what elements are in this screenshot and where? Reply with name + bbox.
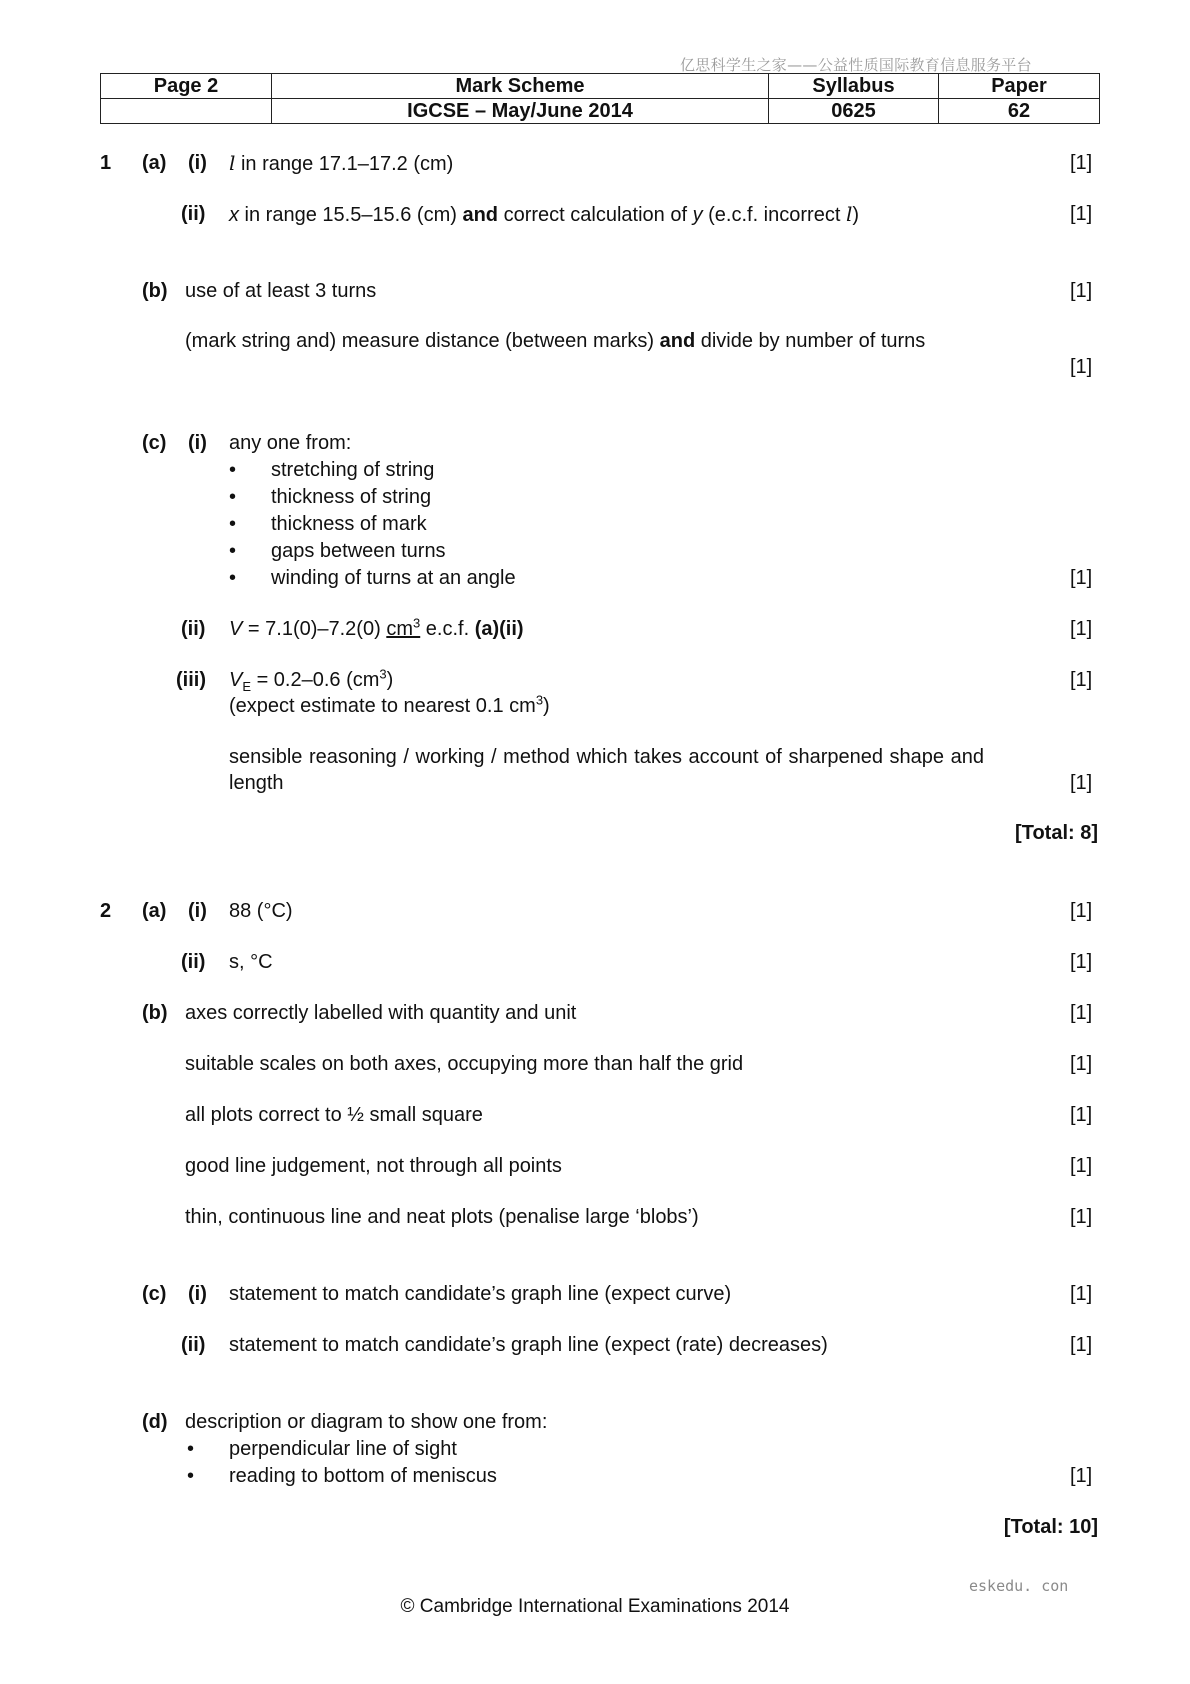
q1-c-iii-label: (iii) [176, 669, 206, 691]
q1-a-i-body: in range 17.1–17.2 (cm) [235, 153, 454, 175]
q1-number: 1 [100, 152, 112, 174]
q2-a-i-text: 88 (°C) [229, 900, 293, 922]
q1-c-ii-unit-text: cm [386, 618, 413, 640]
q2-b-label: (b) [142, 1002, 168, 1024]
q1-a-ii-and: and [462, 204, 499, 226]
header-table [100, 73, 1100, 124]
q2-c-ii-mark: [1] [1070, 1334, 1093, 1356]
watermark-top: 亿思科学生之家——公益性质国际教育信息服务平台 [680, 56, 1032, 74]
bullet-text: perpendicular line of sight [229, 1438, 457, 1460]
q1-a-i-var: l [229, 151, 236, 175]
q1-c-ii-unit [386, 615, 421, 640]
q1-c-ii-v: V [229, 618, 243, 640]
q1-a-ii-x: x [229, 204, 239, 226]
q1-c-iii-expect-text: (expect estimate to nearest 0.1 cm [229, 695, 536, 717]
bullet-text: thickness of string [271, 486, 432, 508]
q1-b-mark1: [1] [1070, 280, 1093, 302]
q2-b-mark: [1] [1070, 1002, 1093, 1024]
bullet-text: gaps between turns [271, 540, 446, 562]
q1-a-label: (a) [142, 152, 167, 174]
q1-a-ii-text [229, 201, 859, 228]
q1-a-ii-label: (ii) [181, 203, 206, 225]
q2-b-line: good line judgement, not through all points [185, 1155, 562, 1177]
q2-c-i-text: statement to match candidate’s graph line (expect curve) [229, 1283, 732, 1305]
bullet-icon: • [229, 567, 237, 589]
q1-a-i-text [229, 150, 453, 177]
q1-a-i-mark: [1] [1070, 152, 1093, 174]
header-syllabus-label: Syllabus [769, 74, 939, 99]
q2-b-mark: [1] [1070, 1155, 1093, 1177]
watermark-bottom: eskedu. con [969, 1577, 1069, 1595]
bullet-icon: • [187, 1465, 195, 1487]
q1-c-ii-eq: = 7.1(0)–7.2(0) [242, 618, 387, 640]
q1-c-ii-ecf: e.c.f. [420, 618, 475, 640]
q1-a-ii-l: l [845, 202, 853, 226]
q1-c-iii-close: ) [386, 669, 394, 691]
q2-b-mark: [1] [1070, 1053, 1093, 1075]
q1-c-iii-expect-close: ) [543, 695, 550, 717]
bullet-icon: • [187, 1438, 195, 1460]
q1-a-ii-y: y [692, 204, 703, 226]
bullet-icon: • [229, 513, 237, 535]
header-syllabus: 0625 [769, 99, 939, 124]
q1-a-ii-t3: (e.c.f. incorrect [702, 204, 846, 226]
q2-d-label: (d) [142, 1411, 168, 1433]
q2-total: [Total: 10] [1003, 1516, 1098, 1538]
q1-c-iii-eq [229, 667, 393, 693]
q1-c-ii-unit-sup: 3 [412, 615, 421, 631]
q1-c-ii-text [229, 616, 524, 642]
header-paper-label: Paper [939, 74, 1100, 99]
q2-c-i-mark: [1] [1070, 1283, 1093, 1305]
header-empty-cell [101, 99, 272, 124]
bullet-text: winding of turns at an angle [271, 567, 516, 589]
q1-c-iii-v: V [229, 669, 243, 691]
q2-b-line: axes correctly labelled with quantity and unit [185, 1002, 577, 1024]
q1-b-line2-and: and [659, 330, 696, 352]
bullet-text: stretching of string [271, 459, 435, 481]
q1-c-ii-ref: (a)(ii) [474, 618, 524, 640]
q1-c-iii-expect [229, 693, 550, 719]
q1-c-i-label: (i) [188, 432, 207, 454]
q1-c-i-mark: [1] [1070, 567, 1093, 589]
q1-b-line2a: (mark string and) measure distance (between marks) [185, 330, 660, 352]
q2-a-i-label: (i) [188, 900, 207, 922]
q1-a-ii-t4: ) [852, 204, 860, 226]
q2-a-i-mark: [1] [1070, 900, 1093, 922]
footer-copyright: © Cambridge International Examinations 2014 [400, 1596, 790, 1617]
q1-a-ii-t1: in range 15.5–15.6 (cm) [239, 204, 463, 226]
q1-c-ii-mark: [1] [1070, 618, 1093, 640]
q1-c-iii-mark1: [1] [1070, 669, 1093, 691]
q1-c-iii-eq-text: = 0.2–0.6 (cm [251, 669, 380, 691]
header-paper: 62 [939, 99, 1100, 124]
q1-c-label: (c) [142, 432, 167, 454]
q2-c-ii-label: (ii) [181, 1334, 206, 1356]
bullet-icon: • [229, 486, 237, 508]
q1-a-ii-t2: correct calculation of [498, 204, 693, 226]
q1-a-i-label: (i) [188, 152, 207, 174]
q1-b-line2b: divide by number of turns [695, 330, 926, 352]
q2-d-mark: [1] [1070, 1465, 1093, 1487]
q1-c-ii-label: (ii) [181, 618, 206, 640]
q2-c-i-label: (i) [188, 1283, 207, 1305]
q1-total: [Total: 8] [1015, 822, 1098, 844]
q2-c-ii-text: statement to match candidate’s graph line (expect (rate) decreases) [229, 1334, 828, 1356]
q2-a-ii-text: s, °C [229, 951, 273, 973]
q1-a-ii-mark: [1] [1070, 203, 1093, 225]
q1-c-iii-sup: 3 [379, 666, 387, 682]
q1-c-iii-reason: sensible reasoning / working / method which takes account of sharpened shape and length [229, 746, 984, 794]
q2-a-ii-label: (ii) [181, 951, 206, 973]
q2-b-mark: [1] [1070, 1206, 1093, 1228]
bullet-icon: • [229, 459, 237, 481]
bullet-icon: • [229, 540, 237, 562]
q2-b-line: thin, continuous line and neat plots (penalise large ‘blobs’) [185, 1206, 699, 1228]
header-page: Page 2 [101, 74, 272, 99]
q2-c-label: (c) [142, 1283, 167, 1305]
q2-a-ii-mark: [1] [1070, 951, 1093, 973]
q2-d-intro: description or diagram to show one from: [185, 1411, 548, 1433]
q1-b-mark2: [1] [1070, 356, 1093, 378]
q1-b-line2 [185, 328, 984, 354]
q1-b-line1: use of at least 3 turns [185, 280, 377, 302]
bullet-text: reading to bottom of meniscus [229, 1465, 497, 1487]
q2-a-label: (a) [142, 900, 167, 922]
bullet-text: thickness of mark [271, 513, 427, 535]
q1-c-iii-expect-sup: 3 [535, 692, 544, 708]
q2-b-mark: [1] [1070, 1104, 1093, 1126]
q1-c-i-intro: any one from: [229, 432, 352, 454]
q2-b-line: suitable scales on both axes, occupying more than half the grid [185, 1053, 744, 1075]
q1-c-iii-sub: E [242, 679, 252, 694]
header-session: IGCSE – May/June 2014 [272, 99, 769, 124]
q2-b-line: all plots correct to ½ small square [185, 1104, 483, 1126]
header-title: Mark Scheme [272, 74, 769, 99]
q2-number: 2 [100, 900, 112, 922]
q1-c-iii-mark2: [1] [1070, 772, 1093, 794]
q1-b-label: (b) [142, 280, 168, 302]
